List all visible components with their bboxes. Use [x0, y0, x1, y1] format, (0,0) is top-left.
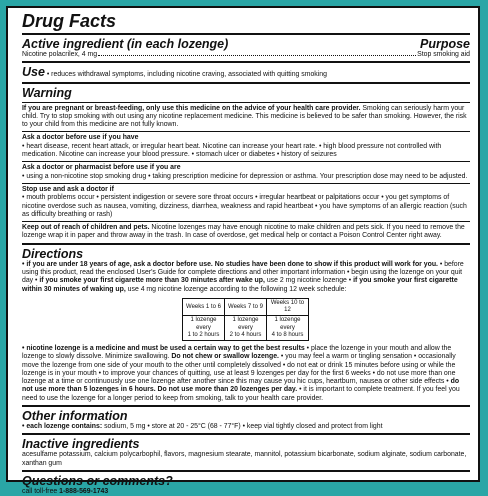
active-ingredient-purpose: Stop smoking aid — [417, 51, 470, 58]
use-text: • reduces withdrawal symptoms, including nicotine craving, associated with quitting smoking — [46, 71, 327, 79]
other-information-heading: Other information — [22, 409, 128, 424]
directions-bold: Do not chew or swallow lozenge. — [169, 353, 279, 361]
ask-pharmacist-text: • using a non-nicotine stop smoking drug • taking prescription medicine for depression or asthma. Your prescription dose may need to be adjusted. — [22, 172, 468, 180]
questions-heading: Questions or comments? — [22, 473, 173, 488]
directions-bold: do not use more than 5 lozenges in 6 hours. Do not use more than 20 lozenges per day. — [22, 378, 460, 394]
divider — [22, 131, 470, 132]
questions-text — [22, 488, 470, 496]
other-information-body: sodium, 5 mg • store at 20 - 25°C (68 - 77°F) • keep vial tightly closed and protect from light — [102, 423, 383, 431]
drug-facts-panel — [6, 6, 480, 495]
schedule-header-cell: Weeks 1 to 6 — [183, 298, 225, 315]
directions-paragraph-1 — [22, 261, 470, 294]
warning-heading: Warning — [22, 85, 72, 100]
divider — [22, 61, 470, 63]
directions-text: • place the lozenge in your mouth and allow the lozenge to slowly dissolve. Minimize swallowing. — [22, 344, 452, 361]
schedule-cell — [225, 316, 267, 341]
ask-doctor-text: • heart disease, recent heart attack, or irregular heart beat. Nicotine can increase your heart rate. • high blood pressure not controlled with medication. Nicotine can increase your blood pressure. • stomach ulcer or diabetes • history of seizures — [22, 142, 442, 159]
divider — [22, 405, 470, 407]
use-heading: Use — [22, 65, 45, 80]
schedule-cell-line: 2 to 4 hours — [229, 331, 262, 338]
divider — [22, 33, 470, 35]
pregnancy-warning-bold: If you are pregnant or breast-feeding, only use this medicine on the advice of your health care provider. — [22, 104, 361, 112]
divider — [22, 82, 470, 84]
divider — [22, 470, 470, 472]
stop-use-text: • mouth problems occur • persistent indigestion or severe sore throat occurs • irregular heartbeat or palpitations occur • you get symptoms of nicotine overdose such as nausea, vomiting, dizziness, diarrhea, weakness and rapid heartbeat • you have symptoms of an allergic reaction (such as difficulty breathing or rash) — [22, 194, 467, 218]
active-ingredient-row — [22, 51, 470, 59]
schedule-cell — [267, 316, 309, 341]
divider — [22, 161, 470, 162]
active-ingredient-name: Nicotine polacrilex, 4 mg — [22, 51, 98, 58]
inactive-ingredients-text: acesulfame potassium, calcium polycarbophil, flavors, magnesium stearate, mannitol, potassium bicarbonate, sodium alginate, sodium carbonate, xanthan gum — [22, 451, 467, 467]
divider — [22, 433, 470, 435]
dot-leader — [98, 55, 416, 56]
phone-number: 1-888-569-1743 — [59, 487, 109, 495]
schedule-cell-line: 1 to 2 hours — [187, 331, 220, 338]
pregnancy-warning — [22, 105, 470, 130]
directions-age-warning: • if you are under 18 years of age, ask a doctor before use. No studies have been done to show if this product will work for you. — [22, 260, 438, 268]
dosing-schedule-table — [182, 298, 309, 341]
directions-text: • you may feel a warm or tingling sensation • occasionally move the lozenge from one side of your mouth to the other until completely dissolved • do not eat or drink 15 minutes before using or while the lozenge is in your mouth • to improve your chances of quitting, use at least 9 lozenges per day for the first 6 weeks • do not use more than one lozenge at a time or continuously use one lozenge after another since this may cause you hic cups, heartburn, nausea or other side effects • — [22, 353, 456, 386]
stop-use-heading: Stop use and ask a doctor if — [22, 185, 114, 193]
divider — [22, 243, 470, 245]
divider — [22, 221, 470, 222]
schedule-cell-line: 1 lozenge every — [190, 317, 217, 331]
purpose-heading: Purpose — [419, 37, 470, 51]
directions-text: • before using this product, read the enclosed User's Guide for complete directions and other important information • begin using the lozenge on your quit day • — [22, 260, 464, 285]
divider — [22, 102, 470, 103]
schedule-value-row — [183, 316, 309, 341]
directions-bold: if you smoke your first cigarette more than 30 minutes after wake up, — [37, 277, 265, 285]
schedule-header-row — [183, 298, 309, 315]
use-section — [22, 65, 470, 79]
directions-bold: • nicotine lozenge is a medicine and must be used a certain way to get the best results — [22, 344, 305, 352]
questions-prefix: call toll-free — [22, 487, 60, 495]
other-information-bold: • each lozenge contains: — [22, 423, 103, 431]
directions-text: • it is important to complete treatment. If you feel you need to use the lozenge for a longer period to keep from smoking, talk to your health care provider. — [22, 386, 460, 402]
keep-out-of-reach-text: Nicotine lozenges may have enough nicotine to make children and pets sick. If you need to remove the lozenge wrap it in paper and throw away in the trash. In case of overdose, get medical help or contact a Poison Control Center right away. — [22, 224, 465, 240]
schedule-cell — [183, 316, 225, 341]
drug-facts-title: Drug Facts — [22, 11, 117, 31]
schedule-cell-line: 1 lozenge every — [232, 317, 259, 331]
ask-doctor-heading: Ask a doctor before use if you have — [22, 134, 139, 142]
schedule-header-cell: Weeks 10 to 12 — [267, 298, 309, 315]
directions-paragraph-2 — [22, 345, 470, 403]
other-information-text — [22, 423, 470, 431]
schedule-cell-line: 4 to 8 hours — [271, 331, 304, 338]
active-ingredient-header-row — [22, 37, 470, 51]
inactive-ingredients-heading: Inactive ingredients — [22, 437, 140, 452]
pregnancy-warning-text: Smoking can seriously harm your child. Try to stop smoking with out using any nicotine replacement medicine. This medicine is believed to be safer than smoking. However, the risk to your child from this medicine are not fully known. — [22, 104, 467, 129]
keep-out-of-reach — [22, 224, 470, 241]
directions-text: use 4 mg nicotine lozenge according to the following 12 week schedule: — [125, 285, 347, 293]
directions-bold: if you smoke your first cigarette within 30 minutes of waking up, — [22, 277, 458, 293]
divider — [22, 183, 470, 184]
directions-text: use 2 mg nicotine lozenge • — [264, 277, 352, 285]
keep-out-of-reach-bold: Keep out of reach of children and pets. — [22, 224, 150, 232]
schedule-header-cell: Weeks 7 to 9 — [225, 298, 267, 315]
schedule-cell-line: 1 lozenge every — [274, 317, 301, 331]
active-ingredient-heading: Active ingredient (in each lozenge) — [22, 37, 229, 51]
directions-heading: Directions — [22, 246, 84, 261]
ask-pharmacist-heading: Ask a doctor or pharmacist before use if you are — [22, 164, 181, 172]
